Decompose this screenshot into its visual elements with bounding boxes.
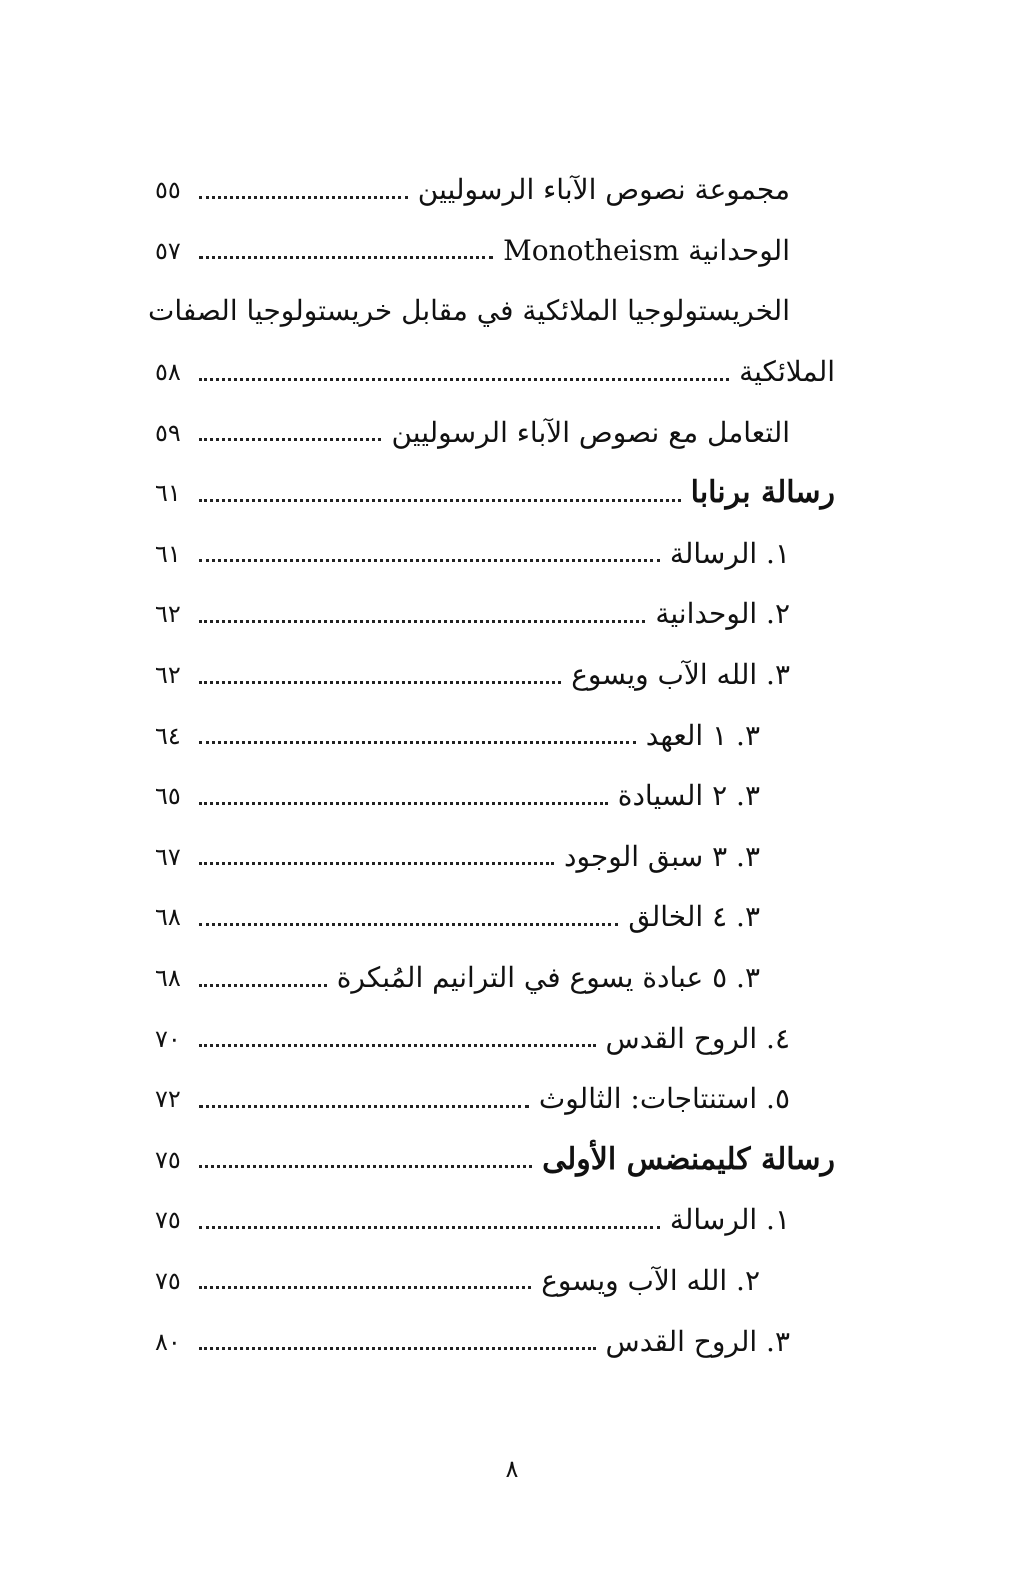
toc-dot-leader (199, 1347, 596, 1350)
toc-entry-title: ٣. ٢ السيادة (608, 782, 760, 810)
toc-dot-leader (199, 1105, 529, 1108)
toc-dot-leader (199, 1165, 532, 1168)
toc-entry (155, 1069, 835, 1130)
toc-dot-leader (199, 499, 681, 502)
toc-entry-page: ٥٧ (155, 236, 181, 265)
toc-dot-leader (199, 681, 561, 684)
toc-entry-page: ٥٥ (155, 176, 181, 205)
toc-entry-title: ٣. الله الآب ويسوع (561, 661, 790, 689)
toc-entry (155, 463, 835, 524)
toc-entry-page: ٦٨ (155, 903, 181, 932)
table-of-contents (147, 160, 835, 1372)
toc-entry-page: ٧٠ (155, 1024, 181, 1053)
toc-entry (155, 827, 835, 888)
toc-entry (155, 1190, 835, 1251)
toc-entry (155, 766, 835, 827)
toc-dot-leader (199, 438, 381, 441)
toc-entry-page: ٧٥ (155, 1266, 181, 1295)
page-number: ٨ (505, 1455, 519, 1483)
toc-entry-page: ٦٤ (155, 721, 181, 750)
toc-dot-leader (199, 620, 645, 623)
toc-dot-leader (199, 862, 554, 865)
toc-entry-page: ٦٧ (155, 842, 181, 871)
toc-entry-title: ٢. الوحدانية (645, 600, 790, 628)
toc-entry-page: ٥٨ (155, 358, 181, 387)
toc-entry-page: ٥٩ (155, 418, 181, 447)
toc-entry-page: ٦٢ (155, 600, 181, 629)
toc-entry-title: الوحدانية Monotheism (493, 237, 790, 265)
toc-entry (155, 160, 835, 221)
toc-dot-leader (199, 256, 493, 259)
toc-dot-leader (199, 802, 608, 805)
toc-entry-title: ٢. الله الآب ويسوع (531, 1267, 760, 1295)
toc-entry-page: ٦١ (155, 539, 181, 568)
toc-entry (155, 1311, 835, 1372)
toc-entry-title: ٣. الروح القدس (596, 1328, 790, 1356)
toc-entry-title: رسالة كليمنضس الأولى (532, 1145, 835, 1175)
toc-entry (155, 584, 835, 645)
toc-entry (155, 1130, 835, 1191)
toc-entry (155, 1008, 835, 1069)
toc-entry (147, 281, 835, 342)
toc-entry-page: ٨٠ (155, 1327, 181, 1356)
toc-entry-title: التعامل مع نصوص الآباء الرسوليين (381, 419, 790, 447)
toc-entry-page: ٦١ (155, 479, 181, 508)
toc-entry-title: ٥. استنتاجات: الثالوث (529, 1085, 790, 1113)
toc-entry-page: ٧٥ (155, 1145, 181, 1174)
toc-entry-title: ٣. ٥ عبادة يسوع في الترانيم المُبكرة (327, 964, 760, 992)
toc-entry (155, 342, 835, 403)
toc-dot-leader (199, 559, 660, 562)
toc-entry-title: ٣. ١ العهد (636, 722, 760, 750)
toc-entry-page: ٧٥ (155, 1206, 181, 1235)
toc-dot-leader (199, 1226, 660, 1229)
toc-entry-title: ٤. الروح القدس (596, 1025, 790, 1053)
toc-entry (155, 705, 835, 766)
toc-dot-leader (199, 378, 729, 381)
toc-entry-page: ٧٢ (155, 1085, 181, 1114)
toc-dot-leader (199, 1286, 531, 1289)
toc-entry (155, 948, 835, 1009)
toc-entry-page: ٦٨ (155, 964, 181, 993)
toc-dot-leader (199, 196, 408, 199)
toc-entry-page: ٦٥ (155, 782, 181, 811)
toc-entry-title: ١. الرسالة (660, 540, 790, 568)
toc-entry-title: الخريستولوجيا الملائكية في مقابل خريستولوجيا الصفات (147, 294, 790, 328)
toc-entry-title: مجموعة نصوص الآباء الرسوليين (408, 176, 790, 204)
toc-entry-title: ١. الرسالة (660, 1206, 790, 1234)
toc-entry-title: رسالة برنابا (681, 478, 835, 508)
toc-entry-title: الملائكية (729, 358, 835, 386)
toc-entry (155, 645, 835, 706)
toc-dot-leader (199, 741, 636, 744)
toc-entry (155, 1251, 835, 1312)
toc-entry (155, 402, 835, 463)
toc-dot-leader (199, 923, 618, 926)
toc-dot-leader (199, 1044, 596, 1047)
toc-entry (155, 524, 835, 585)
toc-entry (155, 221, 835, 282)
toc-entry-title: ٣. ٣ سبق الوجود (554, 843, 760, 871)
toc-entry (155, 887, 835, 948)
toc-dot-leader (199, 984, 327, 987)
toc-entry-title: ٣. ٤ الخالق (618, 903, 760, 931)
toc-entry-page: ٦٢ (155, 661, 181, 690)
